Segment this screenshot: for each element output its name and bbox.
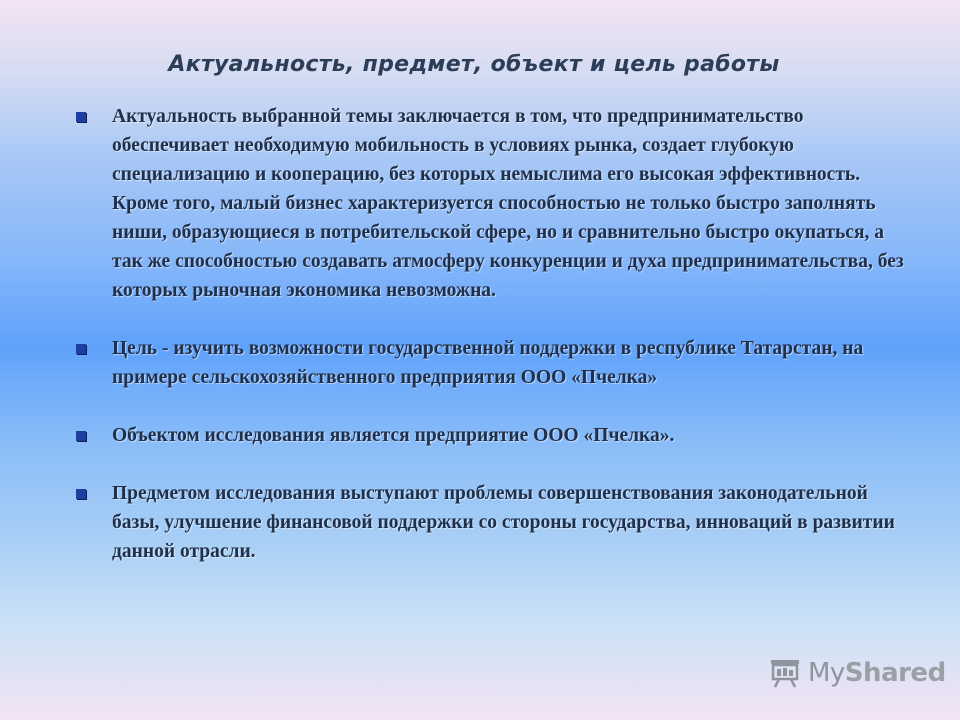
- bullet-item-subject: [76, 479, 916, 566]
- watermark-my: My: [808, 658, 845, 688]
- bullet-text: Предметом исследования выступают проблемы совершенствования законодательной базы, улучшение финансовой поддержки со стороны государства, инноваций в развитии данной отрасли.: [112, 483, 895, 562]
- myshared-watermark: [768, 656, 946, 690]
- bullet-square-icon: [76, 112, 86, 122]
- slide-title: Актуальность, предмет, объект и цель работы: [168, 52, 780, 77]
- presentation-board-icon: [768, 658, 802, 688]
- bullet-item-goal: [76, 334, 916, 392]
- bullet-item-relevance: [76, 102, 916, 305]
- bullet-item-object: [76, 421, 916, 450]
- bullet-square-icon: [76, 431, 86, 441]
- bullet-square-icon: [76, 344, 86, 354]
- bullet-text: Актуальность выбранной темы заключается в том, что предпринимательство обеспечивает необходимую мобильность в условиях рынка, создает глубокую специализацию и кооперацию, без которых немыслима его высокая эффективность. Кроме того, малый бизнес характеризуется способностью не только быстро заполнять ниши, образующиеся в потребительской сфере, но и сравнительно быстро окупаться, а так же способностью создавать атмосферу конкуренции и духа предпринимательства, без которых рыночная экономика невозможна.: [112, 106, 904, 301]
- bullet-square-icon: [76, 489, 86, 499]
- watermark-shared: Shared: [844, 658, 946, 688]
- bullet-text: Объектом исследования является предприятие ООО «Пчелка».: [112, 425, 675, 446]
- bullet-list: [76, 102, 916, 566]
- bullet-text: Цель - изучить возможности государственной поддержки в республике Татарстан, на примере сельскохозяйственного предприятия ООО «Пчелка»: [112, 338, 864, 388]
- watermark-text: [808, 658, 946, 688]
